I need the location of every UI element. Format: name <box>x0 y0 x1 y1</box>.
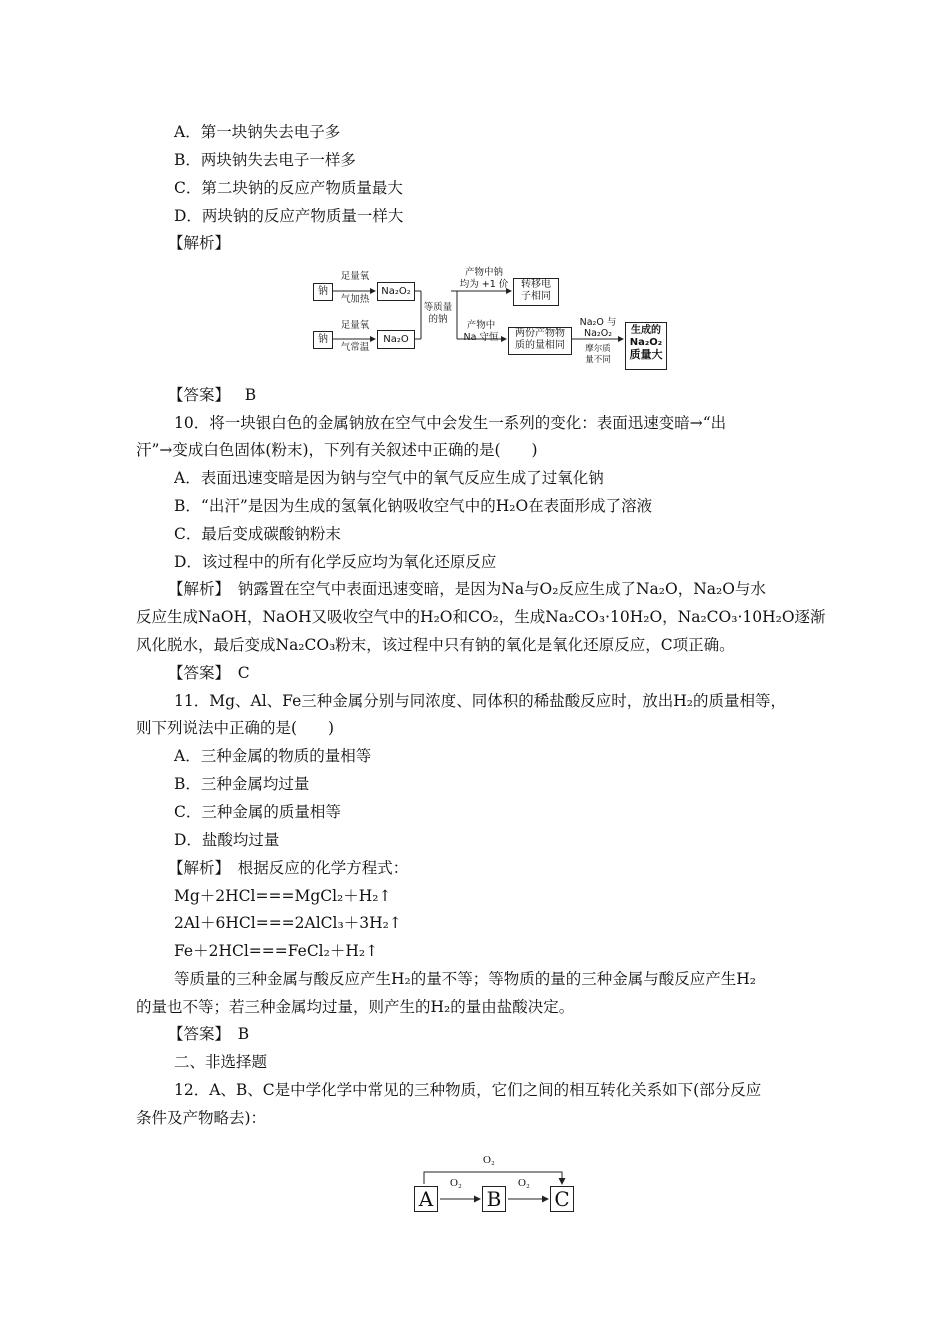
final-line-b: Na₂O₂ <box>629 337 663 348</box>
answer-value: B <box>244 386 257 404</box>
o2-ab-label: O₂ <box>450 1177 462 1189</box>
q11-option-a: A．三种金属的物质的量相等 <box>174 747 372 765</box>
top-label: 产物中钠 <box>464 267 503 278</box>
q10-option-a: A．表面迅速变暗是因为钠与空气中的氧气反应生成了过氧化钠 <box>174 469 604 487</box>
q9-answer <box>168 385 256 405</box>
result-box-2 <box>508 327 572 355</box>
cond1-label: 足量氧 <box>340 271 370 282</box>
section-heading: 二、非选择题 <box>174 1053 268 1071</box>
q9-option-b: B．两块钠失去电子一样多 <box>174 151 356 169</box>
result2-line-b: 质的量相同 <box>515 340 565 351</box>
cond2-label: 足量氧 <box>340 320 370 331</box>
sodium-box-2: 钠 <box>313 331 333 349</box>
q10-analysis-3: 风化脱水，最后变成Na₂CO₃粉末，该过程中只有钠的氧化是氧化还原反应，C项正确。 <box>136 636 735 654</box>
substance-c-box: C <box>550 1186 574 1212</box>
result2-line-a: 两份产物物 <box>515 328 565 339</box>
q10-option-b: B．“出汗”是因为生成的氢氧化钠吸收空气中的H₂O在表面形成了溶液 <box>174 497 653 515</box>
final-line-a: 生成的 <box>631 325 661 336</box>
product-box-1: Na₂O₂ <box>377 282 415 301</box>
q10-analysis-1: 【解析】 钠露置在空气中表面迅速变暗，是因为Na与O₂反应生成了Na₂O，Na₂O与水 <box>168 580 766 598</box>
q9-option-c: C．第二块钠的反应产物质量最大 <box>174 179 403 197</box>
result1-line-b: 子相同 <box>521 291 551 302</box>
product-box-2: Na₂O <box>377 330 415 349</box>
o2-top-label: O₂ <box>483 1154 495 1166</box>
o2-bc-label: O₂ <box>518 1177 530 1189</box>
final-line-c: 质量大 <box>629 348 663 361</box>
sodium-box-1: 钠 <box>313 283 333 301</box>
q11-analysis: 【解析】 根据反应的化学方程式： <box>168 859 409 877</box>
bot-label: 产物中 <box>466 320 496 331</box>
result-box-1 <box>513 278 559 306</box>
q11-equation-1: Mg＋2HCl===MgCl₂＋H₂↑ <box>174 887 392 905</box>
final-box <box>625 322 667 370</box>
cond2-label-b: 气常温 <box>340 342 370 353</box>
q9-option-a: A．第一块钠失去电子多 <box>174 123 341 141</box>
q9-analysis-label: 【解析】 <box>168 234 231 252</box>
q10-answer: 【答案】 C <box>168 664 250 682</box>
q10-option-c: C．最后变成碳酸钠粉末 <box>174 525 341 543</box>
bot-label-b: Na 守恒 <box>463 332 499 343</box>
q10-option-d: D．该过程中的所有化学反应均为氧化还原反应 <box>174 553 497 571</box>
compare-label-b: Na₂O₂ <box>583 328 613 339</box>
compare-label-d: 量不同 <box>585 355 611 365</box>
compare-label: Na₂O 与 <box>579 317 617 328</box>
q10-stem-1: 10．将一块银白色的金属钠放在空气中会发生一系列的变化：表面迅速变暗→“出 <box>174 414 727 432</box>
q11-answer: 【答案】 B <box>168 1025 250 1043</box>
q12-stem-2: 条件及产物略去)： <box>136 1109 267 1127</box>
q11-option-b: B．三种金属均过量 <box>174 775 310 793</box>
compare-label-c: 摩尔质 <box>585 344 611 354</box>
substance-b-box: B <box>482 1186 506 1212</box>
q10-stem-2: 汗”→变成白色固体(粉末)，下列有关叙述中正确的是( ) <box>136 441 538 459</box>
q9-flow-diagram <box>311 265 671 373</box>
q12-stem-1: 12．A、B、C是中学化学中常见的三种物质，它们之间的相互转化关系如下(部分反应 <box>174 1081 762 1099</box>
substance-a-box: A <box>414 1186 438 1212</box>
q11-conclusion-2: 的量也不等；若三种金属均过量，则产生的H₂的量由盐酸决定。 <box>136 998 575 1016</box>
q11-equation-3: Fe＋2HCl===FeCl₂＋H₂↑ <box>174 942 379 960</box>
top-label-b: 均为 +1 价 <box>459 279 509 290</box>
answer-label: 【答案】 <box>168 386 231 404</box>
q11-option-c: C．三种金属的质量相等 <box>174 803 341 821</box>
q9-option-d: D．两块钠的反应产物质量一样大 <box>174 207 404 225</box>
cond1-label-b: 气加热 <box>340 294 370 305</box>
q11-stem-2: 则下列说法中正确的是( ) <box>136 719 335 737</box>
q11-option-d: D．盐酸均过量 <box>174 831 280 849</box>
q11-conclusion-1: 等质量的三种金属与酸反应产生H₂的量不等；等物质的量的三种金属与酸反应产生H₂ <box>174 970 756 988</box>
q11-stem-1: 11．Mg、Al、Fe三种金属分别与同浓度、同体积的稀盐酸反应时，放出H₂的质量相等， <box>174 692 786 710</box>
q12-conversion-diagram <box>410 1154 580 1218</box>
mid-label: 等质量 <box>423 302 453 313</box>
mid-label-b: 的钠 <box>428 314 448 325</box>
q11-equation-2: 2Al＋6HCl===2AlCl₃＋3H₂↑ <box>174 914 402 932</box>
q10-analysis-2: 反应生成NaOH，NaOH又吸收空气中的H₂O和CO₂，生成Na₂CO₃·10H₂O，Na₂CO₃·10H₂O逐渐 <box>136 608 826 626</box>
result1-line-a: 转移电 <box>521 279 551 290</box>
